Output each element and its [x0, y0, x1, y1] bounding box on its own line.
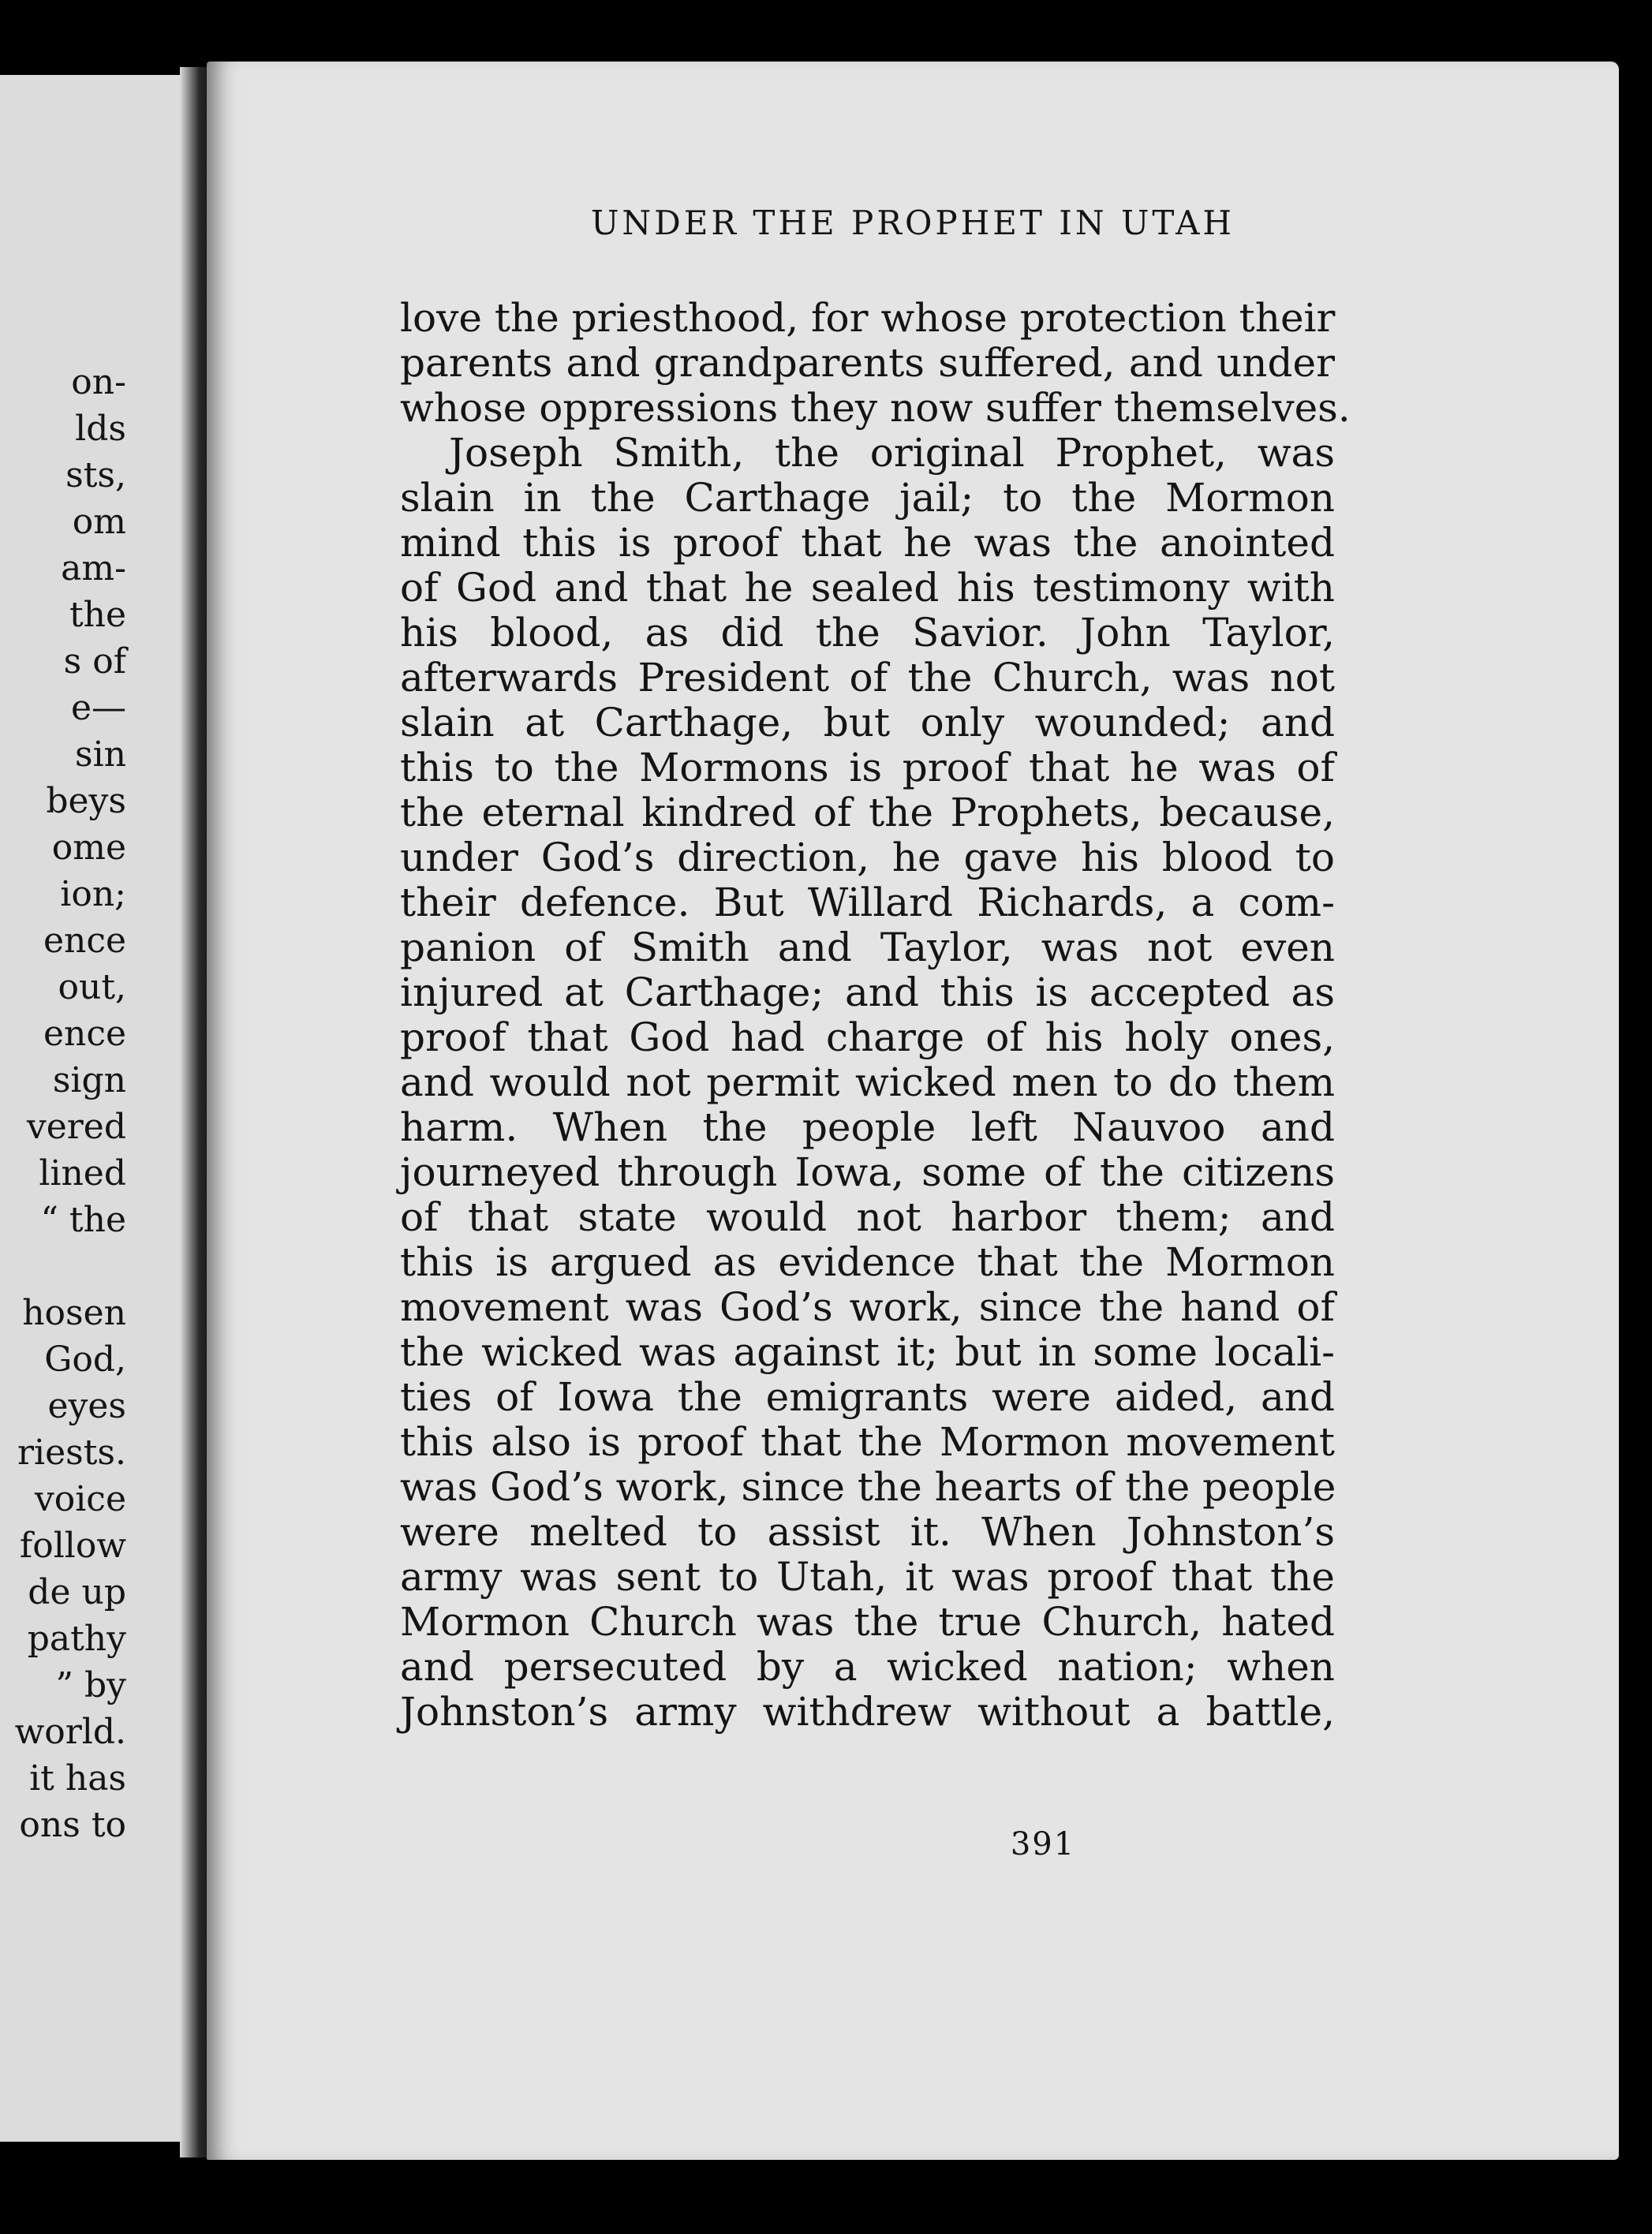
body-line: this also is proof that the Mormon movement	[400, 1419, 1335, 1465]
body-line: were melted to assist it. When Johnston’s	[400, 1509, 1335, 1555]
left-page-line: “ the	[40, 1200, 126, 1240]
body-line: under God’s direction, he gave his blood to	[400, 835, 1335, 880]
left-page-line: ence	[43, 1014, 126, 1054]
body-line: afterwards President of the Church, was not	[400, 655, 1335, 700]
page-number: 391	[1010, 1826, 1076, 1862]
left-page-line: sign	[52, 1060, 126, 1100]
body-line: of God and that he sealed his testimony with	[400, 565, 1335, 611]
left-page-line: out,	[58, 967, 126, 1007]
body-line: was God’s work, since the hearts of the people	[400, 1464, 1336, 1510]
body-line: and persecuted by a wicked nation; when	[400, 1644, 1335, 1690]
left-page-line: lds	[75, 409, 126, 449]
body-line: parents and grandparents suffered, and under	[400, 340, 1335, 386]
body-line: whose oppressions they now suffer themselves.	[400, 385, 1351, 431]
left-page-line: ion;	[60, 874, 126, 914]
left-page-line: world.	[14, 1712, 126, 1752]
left-page-line: eyes	[47, 1386, 126, 1426]
body-line: movement was God’s work, since the hand of	[400, 1284, 1335, 1330]
left-page-line: lined	[39, 1153, 126, 1194]
left-page-line: God,	[44, 1339, 126, 1380]
body-line: army was sent to Utah, it was proof that the	[400, 1554, 1335, 1600]
left-page-line: e—	[70, 688, 126, 728]
body-line: proof that God had charge of his holy ones,	[400, 1014, 1335, 1060]
left-page-line: the	[69, 595, 126, 635]
body-line: mind this is proof that he was the anointed	[400, 520, 1335, 566]
left-page-line: am-	[61, 548, 126, 588]
left-page-line: hosen	[22, 1293, 126, 1333]
left-page-line: voice	[34, 1479, 126, 1519]
body-line: Johnston’s army withdrew without a battle,	[400, 1689, 1335, 1735]
right-page	[207, 62, 1619, 2160]
left-page-line: de up	[28, 1572, 126, 1612]
body-line: injured at Carthage; and this is accepted as	[400, 969, 1335, 1015]
body-line: slain in the Carthage jail; to the Mormon	[400, 475, 1335, 521]
body-line: and would not permit wicked men to do them	[400, 1059, 1335, 1105]
body-line: journeyed through Iowa, some of the citizens	[400, 1149, 1335, 1195]
left-page-line: ence	[43, 921, 126, 961]
left-page-line: beys	[46, 781, 126, 821]
body-line: of that state would not harbor them; and	[400, 1194, 1335, 1240]
body-line: ties of Iowa the emigrants were aided, and	[400, 1374, 1335, 1420]
body-line: Mormon Church was the true Church, hated	[400, 1599, 1335, 1645]
left-page-line: ome	[51, 827, 126, 868]
body-line: this is argued as evidence that the Mormon	[400, 1239, 1335, 1285]
body-line: his blood, as did the Savior. John Taylor,	[400, 610, 1335, 656]
left-page-line: ons to	[19, 1805, 126, 1845]
left-page-line: on-	[71, 362, 126, 402]
body-line: slain at Carthage, but only wounded; and	[400, 700, 1335, 745]
left-page-line: s of	[63, 641, 126, 682]
left-page-line: follow	[19, 1526, 126, 1566]
left-page-line: sin	[75, 734, 126, 775]
body-line: the eternal kindred of the Prophets, because,	[400, 790, 1335, 835]
body-line: the wicked was against it; but in some locali-	[400, 1329, 1335, 1375]
left-page-line: vered	[26, 1107, 126, 1147]
body-line: Joseph Smith, the original Prophet, was	[449, 430, 1335, 476]
left-page-line: sts,	[65, 455, 126, 495]
left-page-line: om	[72, 502, 126, 542]
body-line: this to the Mormons is proof that he was of	[400, 745, 1335, 790]
left-page-line: ” by	[55, 1665, 126, 1705]
body-line: panion of Smith and Taylor, was not even	[400, 925, 1335, 970]
left-page-line: pathy	[27, 1619, 126, 1659]
body-line: love the priesthood, for whose protection their	[400, 295, 1336, 341]
running-head: UNDER THE PROPHET IN UTAH	[590, 204, 1235, 242]
left-page-line: it has	[29, 1758, 126, 1799]
body-line: their defence. But Willard Richards, a com-	[400, 880, 1335, 925]
left-page-line: riests.	[17, 1433, 126, 1473]
body-line: harm. When the people left Nauvoo and	[400, 1104, 1335, 1150]
